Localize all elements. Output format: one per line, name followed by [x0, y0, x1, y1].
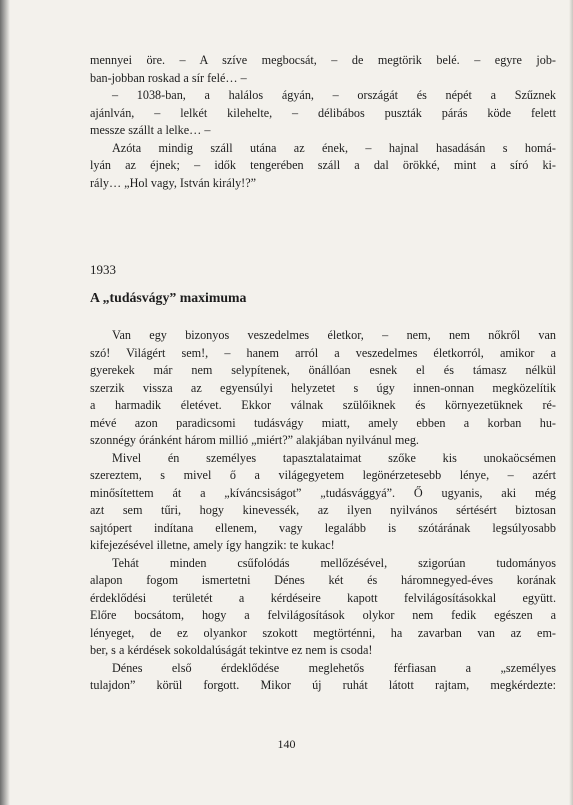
text-line: Van egy bizonyos veszedelmes életkor, – nem, nem nőkről van [112, 328, 556, 342]
text-line: Azóta mindig száll utána az ének, – hajnal hasadásán s homá- [112, 140, 556, 155]
text-line: mévé azon paradicsomi tudásvágy miatt, amely ebben a korban hu- [90, 415, 556, 430]
text-line: Tehát minden csűfolódás mellőzésével, szigorúan tudományos [112, 555, 556, 570]
text-line: gyerekek már nem selypítenek, önállóan esnek el és támasz nélkül [90, 363, 556, 377]
text-line: szó! Világért sem!, – hanem arról a veszedelmes életkorról, amikor a [90, 345, 556, 360]
text-line: minősítettem át a „kíváncsiságot” „tudásvággyá”. Ő ugyanis, aki még [90, 485, 556, 500]
text-line: lyán az éjnek; – idők tengerében száll a dal örökké, mint a síró ki- [90, 158, 556, 172]
text-line: messze szállt a lelke… – [90, 123, 211, 137]
section-title: A „tudásvágy” maximuma [90, 290, 247, 305]
text-line: azt sem tűri, hogy kinevessék, az ilyen nyilvános sértésért biztosan [90, 503, 556, 517]
text-line: ajánlván, – lelkét kilehelte, – délibábos puszták párás köde felett [90, 105, 556, 120]
text-line: Mivel én személyes tapasztalataimat szőke kis unokaöcsémen [112, 450, 556, 465]
text-line: tulajdon” körül forgott. Mikor új ruhát látott rajtam, megkérdezte: [90, 678, 556, 692]
text-line: rály… „Hol vagy, István király!?” [90, 175, 257, 190]
opening-paragraphs [90, 52, 556, 192]
text-line: szonnégy óránként három millió „miért?” alakjában nyilvánul meg. [90, 433, 419, 447]
text-line: mennyei öre. – A szíve megbocsát, – de megtörik belé. – egyre job- [90, 53, 556, 67]
text-line: lényeget, de ez olyankor szokott megtörténni, ha zavarban van az em- [90, 625, 556, 640]
text-line: – 1038-ban, a halálos ágyán, – országát és népét a Szűznek [112, 88, 556, 102]
text-line: kifejezésével illetne, amely így hangzik: te kukac! [90, 538, 335, 552]
text-line: érdeklődési területét a kérdéseire kapott felvilágosításokkal együtt. [90, 590, 556, 605]
text-line: ban-jobban roskad a sír felé… – [90, 70, 247, 85]
page-number: 140 [277, 737, 296, 751]
section-body [90, 327, 556, 695]
text-line: a harmadik életévet. Ekkor válnak szülőiknek és környezetüknek ré- [90, 398, 556, 412]
text-line: Előre bocsátom, hogy a felvilágosítások olykor nem fedik egészen a [90, 608, 556, 622]
text-line: alapon fogom ismertetni Dénes két és háromnegyed-éves korának [90, 573, 556, 587]
text-line: ber, s a kérdések sokoldalúságát tekintve ez nem is csoda! [90, 643, 373, 657]
text-line: szerzik vissza az egyensúlyi helyzetet s úgy innen-onnan megközelítik [90, 380, 556, 395]
binding-shadow [0, 0, 10, 805]
text-line: szereztem, s mivel ő a világegyetem legönérzetesebb lénye, – azért [90, 468, 556, 482]
year-heading: 1933 [90, 262, 116, 277]
text-line: Dénes első érdeklődése meglehetős férfiasan a „személyes [112, 660, 556, 675]
page-edge [569, 0, 573, 805]
text-line: sajtópert indítana ellenem, vagy legalább is szótárának legsúlyosabb [90, 520, 556, 535]
